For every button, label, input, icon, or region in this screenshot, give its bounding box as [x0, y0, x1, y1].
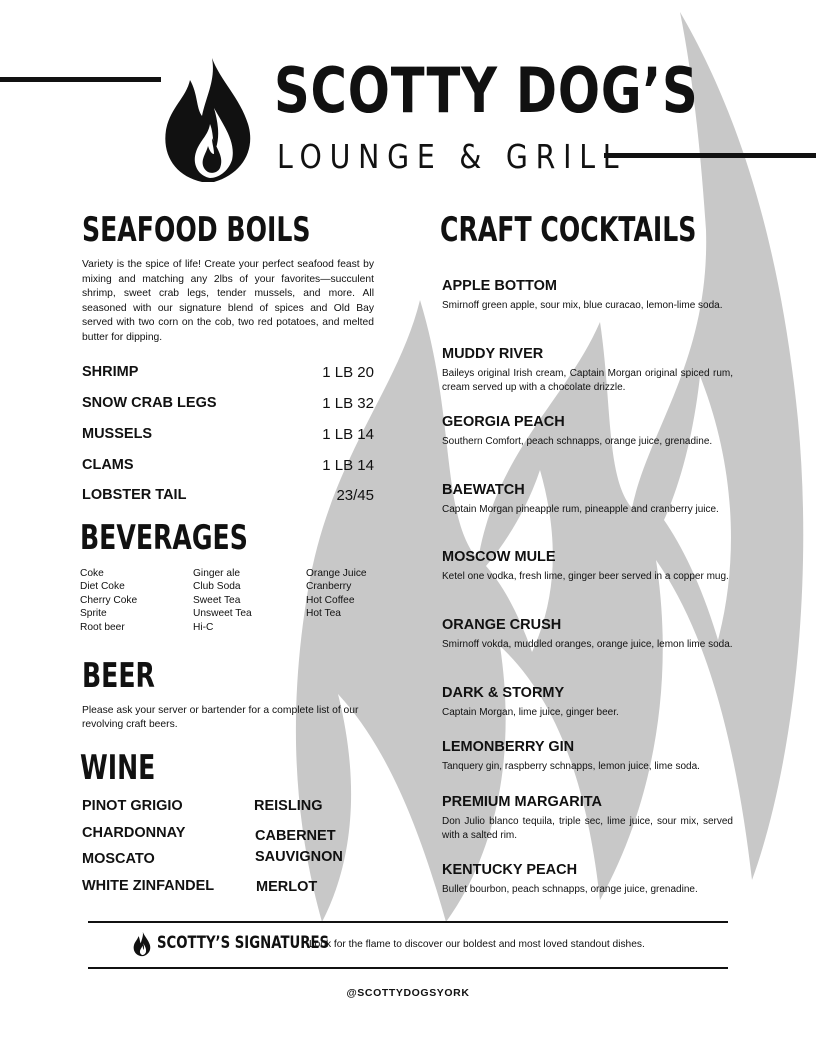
- cocktail-description: Baileys original Irish cream, Captain Morgan original spiced rum, cream served up with a chocolate drizzle.: [442, 368, 733, 393]
- menu-item: [82, 487, 374, 507]
- craft-cocktails-heading: CRAFT COCKTAILS: [440, 210, 697, 250]
- item-price: 1 LB 20: [322, 364, 374, 381]
- menu-item: [82, 426, 374, 446]
- list-item: Orange Juice: [306, 568, 367, 579]
- cocktail-description: Captain Morgan pineapple rum, pineapple and cranberry juice.: [442, 504, 719, 515]
- wine-item: MERLOT: [256, 879, 318, 895]
- cocktail-name: MOSCOW MULE: [442, 549, 556, 565]
- seafood-boils-heading: SEAFOOD BOILS: [82, 210, 311, 250]
- footer-rule-bottom: [88, 967, 728, 969]
- item-price: 23/45: [336, 487, 374, 504]
- cocktail-item: [442, 481, 733, 517]
- cocktail-description: Southern Comfort, peach schnapps, orange juice, grenadine.: [442, 436, 713, 447]
- menu-item: [82, 457, 374, 477]
- item-price: 1 LB 14: [322, 426, 374, 443]
- list-item: Ginger ale: [193, 568, 241, 579]
- signature-flame-icon: [133, 931, 151, 957]
- seafood-intro: Variety is the spice of life! Create your perfect seafood feast by mixing and matching any 2lbs of your favorites—succulent shrimp, sweet crab legs, tender mussels, and more. All seasoned with our signature blend of spices and Old Bay served with two corn on the cob, two red potatoes, and melted butter for dipping.: [82, 259, 374, 343]
- cocktail-description: Smirnoff green apple, sour mix, blue curacao, lemon-lime soda.: [442, 300, 723, 311]
- list-item: Cranberry: [306, 581, 352, 593]
- list-item: Cherry Coke: [80, 594, 138, 606]
- list-item: Unsweet Tea: [193, 608, 252, 620]
- wine-heading: WINE: [80, 748, 156, 788]
- wine-item: SAUVIGNON: [255, 849, 343, 865]
- header-rule-left: [0, 77, 161, 82]
- item-name: LOBSTER TAIL: [82, 487, 187, 503]
- cocktail-name: KENTUCKY PEACH: [442, 862, 578, 878]
- list-item: Hi-C: [193, 621, 214, 633]
- list-item: Diet Coke: [80, 581, 125, 593]
- beer-heading: BEER: [82, 656, 155, 696]
- cocktail-name: APPLE BOTTOM: [442, 278, 557, 294]
- cocktail-name: ORANGE CRUSH: [442, 617, 562, 633]
- cocktail-item: [442, 861, 733, 897]
- item-name: MUSSELS: [82, 426, 153, 442]
- list-item: Hot Coffee: [306, 594, 355, 606]
- cocktail-description: Smirnoff vokda, muddled oranges, orange juice, lemon lime soda.: [442, 639, 733, 650]
- cocktail-description: Tanquery gin, raspberry schnapps, lemon juice, lime soda.: [442, 761, 700, 772]
- beverage-list: [80, 567, 137, 634]
- list-item: Club Soda: [193, 581, 241, 593]
- beverage-list: [193, 567, 252, 634]
- wine-item: WHITE ZINFANDEL: [82, 878, 215, 894]
- logo-flame-icon: [162, 58, 254, 182]
- signatures-description: Look for the flame to discover our boldest and most loved standout dishes.: [309, 939, 645, 950]
- menu-item: [82, 364, 374, 384]
- beverage-list: [306, 567, 367, 621]
- beer-note: Please ask your server or bartender for a complete list of our revolving craft beers.: [82, 705, 359, 730]
- wine-item: REISLING: [254, 798, 323, 814]
- item-name: SHRIMP: [82, 364, 139, 380]
- cocktail-name: DARK & STORMY: [442, 685, 565, 701]
- cocktail-item: [442, 345, 733, 394]
- cocktail-item: [442, 548, 733, 584]
- cocktail-description: Bullet bourbon, peach schnapps, orange juice, grenadine.: [442, 884, 698, 895]
- list-item: Hot Tea: [306, 608, 341, 620]
- list-item: Sweet Tea: [193, 594, 241, 606]
- cocktail-description: Ketel one vodka, fresh lime, ginger beer served in a copper mug.: [442, 571, 729, 582]
- cocktail-name: LEMONBERRY GIN: [442, 739, 575, 755]
- cocktail-name: GEORGIA PEACH: [442, 414, 565, 430]
- cocktail-item: [442, 616, 733, 652]
- item-price: 1 LB 32: [322, 395, 374, 412]
- wine-item: MOSCATO: [82, 851, 155, 867]
- beverages-heading: BEVERAGES: [80, 518, 248, 558]
- header-rule-right: [604, 153, 816, 158]
- cocktail-description: Don Julio blanco tequila, triple sec, lime juice, sour mix, served with a salted rim.: [442, 816, 733, 841]
- cocktail-description: Captain Morgan, lime juice, ginger beer.: [442, 707, 619, 718]
- footer-rule-top: [88, 921, 728, 923]
- item-name: SNOW CRAB LEGS: [82, 395, 217, 411]
- cocktail-name: PREMIUM MARGARITA: [442, 794, 603, 810]
- list-item: Coke: [80, 568, 104, 579]
- cocktail-item: [442, 793, 733, 842]
- restaurant-subtitle: LOUNGE & GRILL: [277, 137, 627, 176]
- cocktail-item: [442, 277, 733, 313]
- wine-item: PINOT GRIGIO: [82, 798, 183, 814]
- list-item: Sprite: [80, 608, 107, 620]
- cocktail-item: [442, 684, 733, 720]
- cocktail-name: MUDDY RIVER: [442, 346, 544, 362]
- cocktail-item: [442, 413, 733, 449]
- cocktail-item: [442, 738, 733, 774]
- signatures-label: SCOTTY’S SIGNATURES: [157, 933, 330, 953]
- cocktail-name: BAEWATCH: [442, 482, 525, 498]
- item-price: 1 LB 14: [322, 457, 374, 474]
- social-handle: @SCOTTYDOGSYORK: [346, 987, 470, 999]
- wine-item: CABERNET: [255, 828, 336, 844]
- item-name: CLAMS: [82, 457, 134, 473]
- menu-item: [82, 395, 374, 415]
- wine-item: CHARDONNAY: [82, 825, 186, 841]
- list-item: Root beer: [80, 621, 125, 633]
- restaurant-name: SCOTTY DOG’S: [274, 54, 699, 127]
